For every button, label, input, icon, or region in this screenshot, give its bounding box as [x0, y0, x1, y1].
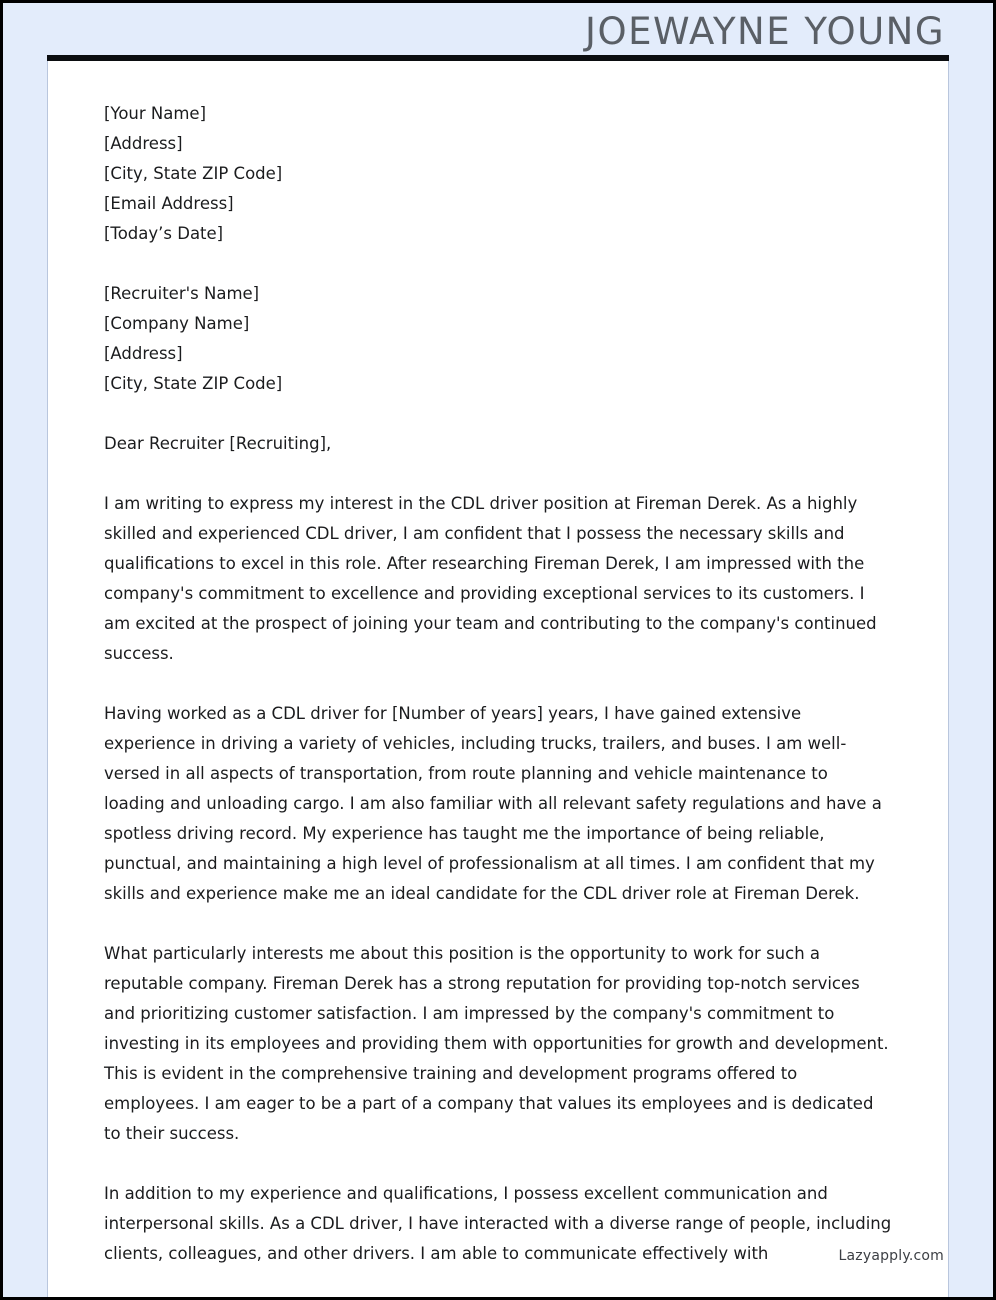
recipient-line: [Company Name] [104, 314, 250, 333]
sender-line: [Email Address] [104, 194, 234, 213]
letter-paragraph: In addition to my experience and qualifications, I possess excellent communication and interpersonal skills. As a CDL driver, I have interacted with a diverse range of people, including clients, colleagues, and other drivers. I am able to communicate effectively with [104, 1184, 892, 1263]
recipient-line: [Recruiter's Name] [104, 284, 260, 303]
letter-paragraph: I am writing to express my interest in the CDL driver position at Fireman Derek. As a highly skilled and experienced CDL driver, I am confident that I possess the necessary skills and qualifications to excel in this role. After researching Fireman Derek, I am impressed with the company's commitment to excellence and providing exceptional services to its customers. I am excited at the prospect of joining your team and contributing to the company's continued success. [104, 494, 877, 663]
cover-letter-body [47, 61, 949, 1297]
salutation: Dear Recruiter [Recruiting], [104, 434, 332, 453]
document-header [3, 3, 993, 60]
letter-paragraph: What particularly interests me about this position is the opportunity to work for such a reputable company. Fireman Derek has a strong reputation for providing top-notch services and prioritizing customer satisfaction. I am impressed by the company's commitment to investing in its employees and providing them with opportunities for growth and development. This is evident in the comprehensive training and development programs offered to employees. I am eager to be a part of a company that values its employees and is dedicated to their success. [104, 944, 889, 1143]
sender-address-block [104, 99, 892, 249]
letter-paragraph: Having worked as a CDL driver for [Number of years] years, I have gained extensive experience in driving a variety of vehicles, including trucks, trailers, and buses. I am well-versed in all aspects of transportation, from route planning and vehicle maintenance to loading and unloading cargo. I am also familiar with all relevant safety regulations and have a spotless driving record. My experience has taught me the importance of being reliable, punctual, and maintaining a high level of professionalism at all times. I am confident that my skills and experience make me an ideal candidate for the CDL driver role at Fireman Derek. [104, 704, 882, 903]
watermark-label: Lazyapply.com [836, 1247, 948, 1265]
sender-line: [City, State ZIP Code] [104, 164, 283, 183]
sender-line: [Today’s Date] [104, 224, 224, 243]
sender-line: [Address] [104, 134, 183, 153]
page-title: JOEWAYNE YOUNG [585, 10, 945, 53]
sender-line: [Your Name] [104, 104, 207, 123]
recipient-line: [City, State ZIP Code] [104, 374, 283, 393]
recipient-address-block [104, 279, 892, 399]
block-spacer [104, 399, 892, 429]
recipient-line: [Address] [104, 344, 183, 363]
block-spacer [104, 249, 892, 279]
